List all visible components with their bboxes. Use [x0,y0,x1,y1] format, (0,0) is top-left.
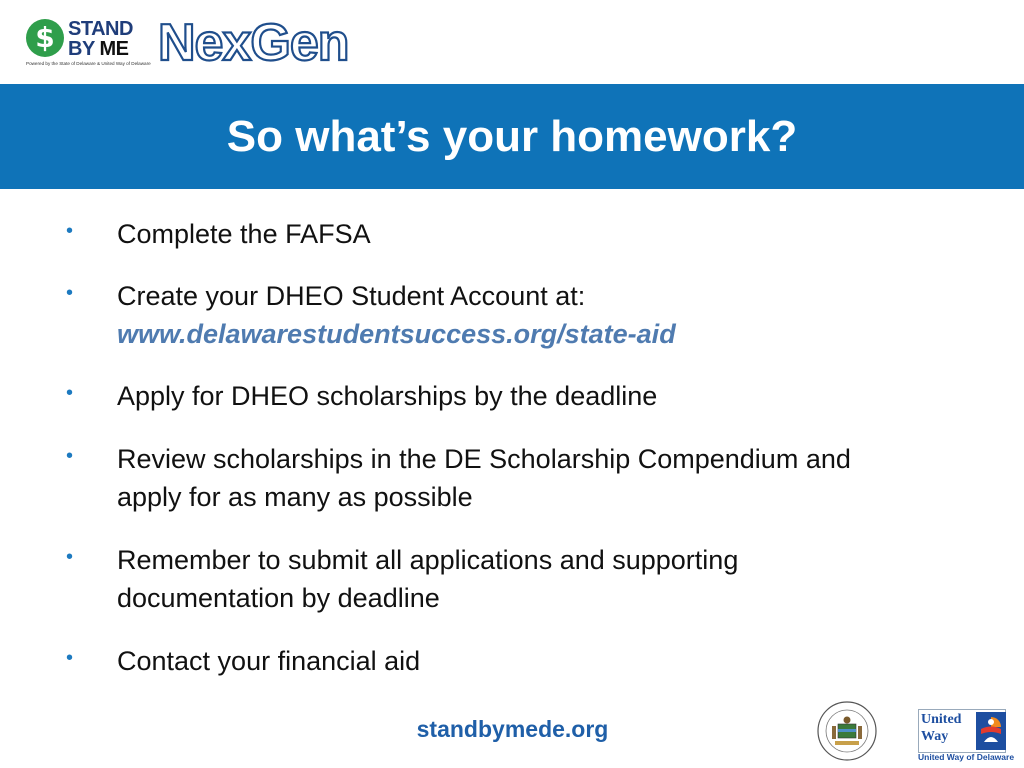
bullet-icon: • [66,445,74,467]
bullet-icon: • [66,220,74,242]
united-way-name-line2: Way [921,729,949,744]
standbyme-logo-line2: BY ME [68,38,129,60]
united-way-logo [918,709,1015,765]
homework-list: • Complete the FAFSA • Create your DHEO Student Account at: www.delawarestudentsuccess.org/state-aid • Apply for DHEO scholarships by the deadline • Review scholarships in the DE Scholarship Compendium and apply for as many as possible • Remember to submit all applications and supporting documentation by deadline • Contact your financial aid [0,0,1024,768]
website-link[interactable]: standbymede.org [416,716,609,742]
bullet-icon: • [66,282,74,304]
list-item-text: Create your DHEO Student Account at: [117,281,586,311]
standbyme-powered-by: Powered by the State of Delaware & United Way of Delaware [26,61,151,66]
bullet-icon: • [66,382,74,404]
united-way-name-line1: United [921,712,962,727]
svg-text:NexGen: NexGen [158,14,349,70]
bullet-icon: • [66,647,74,669]
united-way-hand-icon [976,712,1006,750]
page-title: So what’s your homework? [226,112,798,161]
bullet-icon: • [66,546,74,568]
delaware-seal-icon [816,700,878,762]
standbyme-logo-line1: STAND [68,18,133,40]
state-aid-link[interactable]: www.delawarestudentsuccess.org/state-aid [117,319,676,349]
united-way-subtitle: United Way of Delaware [918,752,1015,762]
dollar-icon: $ [26,19,64,57]
